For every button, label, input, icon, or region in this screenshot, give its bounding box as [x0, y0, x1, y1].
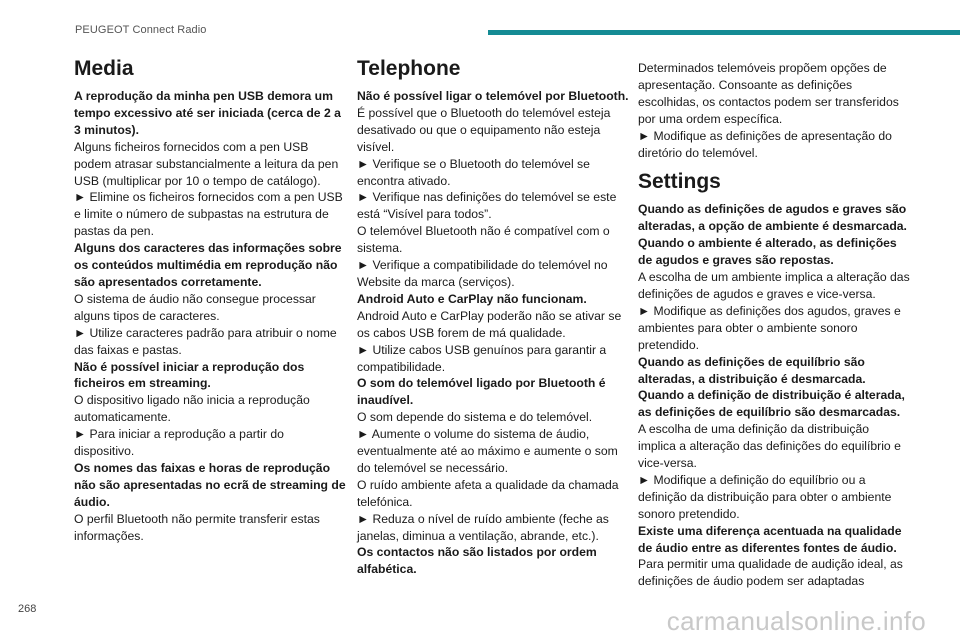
- answer-text: ► Verifique nas definições do telemóvel se este está “Visível para todos”.: [357, 190, 617, 222]
- answer-text: Android Auto e CarPlay poderão não se ativar se os cabos USB forem de má qualidade.: [357, 308, 622, 340]
- answer-text: Determinados telemóveis propõem opções de apresentação. Consoante as definições escolhidas, os contactos podem ser transferidos por uma ordem específica.: [638, 61, 899, 126]
- column-media: [74, 56, 346, 544]
- answer-text: ► Verifique a compatibilidade do telemóvel no Website da marca (serviços).: [357, 258, 608, 289]
- paragraph-list: [638, 201, 910, 590]
- answer-text: O sistema de áudio não consegue processar alguns tipos de caracteres.: [74, 291, 316, 323]
- question-text: Existe uma diferença acentuada na qualidade de áudio entre as diferentes fontes de áudio.: [638, 523, 902, 555]
- answer-text: ► Modifique a definição do equilíbrio ou a definição da distribuição para obter o ambiente sonoro pretendido.: [638, 472, 892, 521]
- question-text: A reprodução da minha pen USB demora um tempo excessivo até ser iniciada (cerca de 2 a 3 minutos).: [74, 89, 341, 137]
- question-text: O som do telemóvel ligado por Bluetooth é inaudível.: [357, 376, 606, 408]
- answer-text: Para permitir uma qualidade de audição ideal, as definições de áudio podem ser adaptadas: [638, 557, 903, 589]
- question-text: Quando a definição de distribuição é alterada, as definições de equilíbrio são desmarcadas.: [638, 388, 905, 420]
- question-text: Os nomes das faixas e horas de reprodução não são apresentadas no ecrã de streaming de áudio.: [74, 460, 346, 509]
- answer-text: A escolha de um ambiente implica a alteração das definições de agudos e graves e vice-versa.: [638, 270, 910, 301]
- answer-text: É possível que o Bluetooth do telemóvel esteja desativado ou que o equipamento não esteja visível.: [357, 105, 611, 154]
- question-text: Android Auto e CarPlay não funcionam.: [357, 291, 587, 306]
- answer-text: ► Modifique as definições dos agudos, graves e ambientes para obter o ambiente sonoro pretendido.: [638, 303, 901, 352]
- answer-text: O perfil Bluetooth não permite transferir estas informações.: [74, 511, 320, 543]
- question-text: Não é possível iniciar a reprodução dos ficheiros em streaming.: [74, 359, 305, 391]
- answer-text: O telemóvel Bluetooth não é compatível com o sistema.: [357, 224, 610, 256]
- section-heading-media: Media: [74, 57, 134, 80]
- question-text: Alguns dos caracteres das informações sobre os conteúdos multimédia em reprodução não são apresentados corretamente.: [74, 241, 342, 289]
- answer-text: ► Elimine os ficheiros fornecidos com a pen USB e limite o número de subpastas na estrutura de pastas da pen.: [74, 190, 343, 239]
- answer-text: ► Aumente o volume do sistema de áudio, eventualmente até ao máximo e aumente o som do telemóvel se necessário.: [357, 427, 618, 475]
- paragraph-list: [74, 88, 346, 544]
- section-heading-telephone: Telephone: [357, 57, 461, 80]
- question-text: Não é possível ligar o telemóvel por Bluetooth.: [357, 89, 629, 103]
- header-accent-bar: [488, 30, 960, 35]
- answer-text: O dispositivo ligado não inicia a reprodução automaticamente.: [74, 393, 310, 425]
- column-settings: [638, 60, 910, 590]
- intro-paragraph-list: [638, 60, 910, 161]
- answer-text: ► Reduza o nível de ruído ambiente (feche as janelas, diminua a ventilação, abrande, etc.).: [357, 511, 609, 543]
- answer-text: Alguns ficheiros fornecidos com a pen USB podem atrasar substancialmente a leitura da pen USB (multiplicar por 10 o tempo de catálogo).: [74, 139, 339, 188]
- watermark: carmanualsonline.info: [666, 606, 926, 636]
- answer-text: ► Verifique se o Bluetooth do telemóvel se encontra ativado.: [357, 156, 590, 188]
- section-heading-settings: Settings: [638, 170, 721, 194]
- answer-text: O ruído ambiente afeta a qualidade da chamada telefónica.: [357, 477, 619, 509]
- question-text: Quando as definições de equilíbrio são alteradas, a distribuição é desmarcada.: [638, 354, 866, 386]
- page-number: 268: [18, 603, 37, 615]
- answer-text: ► Modifique as definições de apresentação do diretório do telemóvel.: [638, 128, 892, 160]
- answer-text: A escolha de uma definição da distribuição implica a alteração das definições do equilíbrio e vice-versa.: [638, 422, 901, 471]
- question-text: Os contactos não são listados por ordem alfabética.: [357, 545, 597, 577]
- header-title: PEUGEOT Connect Radio: [75, 24, 207, 36]
- column-telephone: [357, 56, 629, 578]
- question-text: Quando as definições de agudos e graves são alteradas, a opção de ambiente é desmarcada.: [638, 202, 907, 234]
- answer-text: O som depende do sistema e do telemóvel.: [357, 410, 593, 425]
- paragraph-list: [357, 88, 629, 578]
- answer-text: ► Utilize cabos USB genuínos para garantir a compatibilidade.: [357, 342, 607, 374]
- question-text: Quando o ambiente é alterado, as definições de agudos e graves são repostas.: [638, 236, 897, 268]
- answer-text: ► Para iniciar a reprodução a partir do dispositivo.: [74, 427, 284, 459]
- answer-text: ► Utilize caracteres padrão para atribuir o nome das faixas e pastas.: [74, 325, 337, 357]
